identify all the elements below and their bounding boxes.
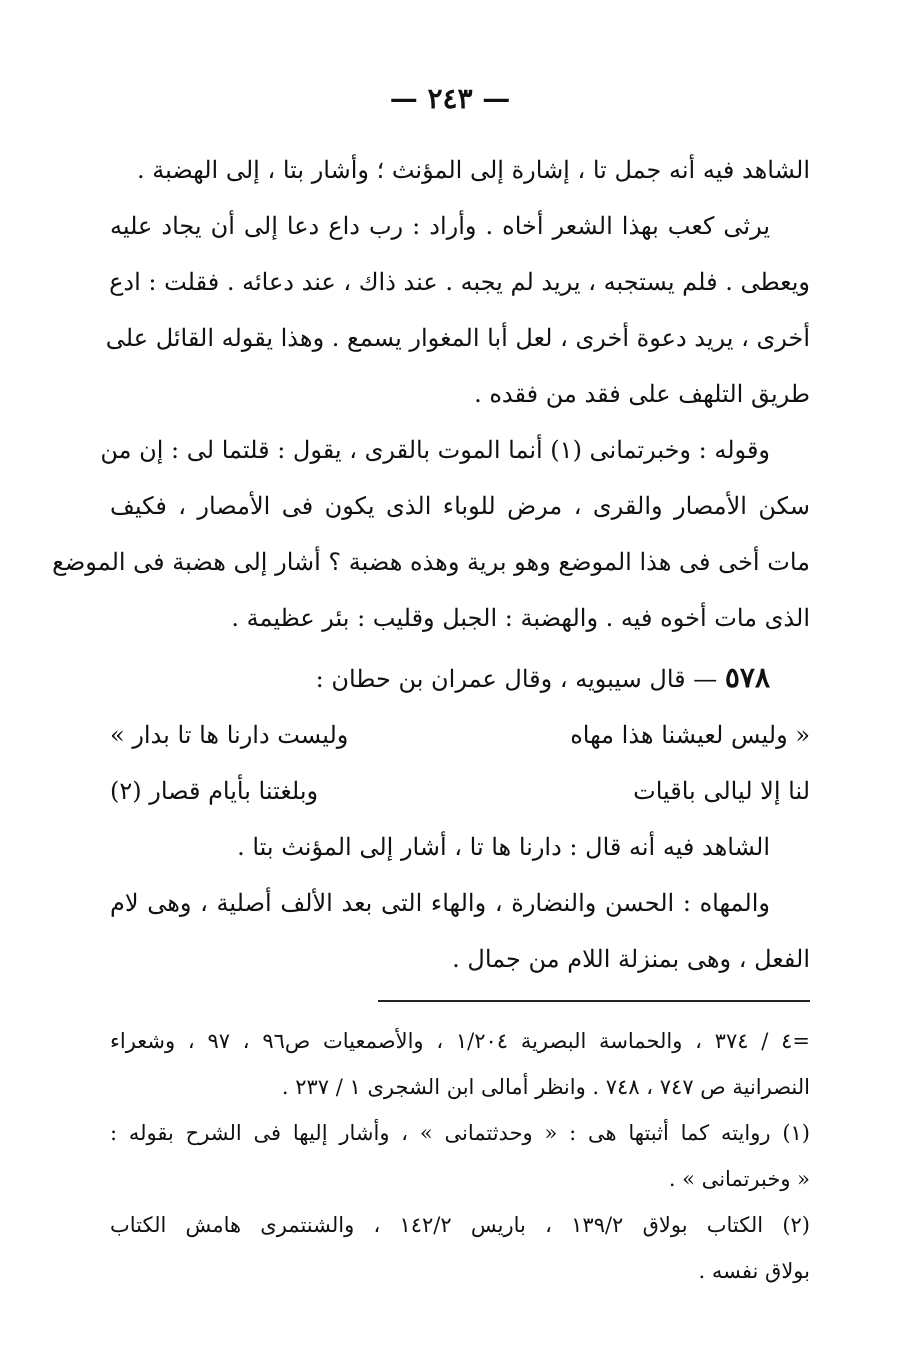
text-line: طريق التلهف على فقد من فقده . bbox=[474, 380, 810, 408]
footnote-line: بولاق نفسه . bbox=[698, 1259, 810, 1283]
footnote-2 bbox=[110, 1202, 810, 1294]
footnote-line: (١) روايته كما أثبتها هى : « وحدثتمانى » ، وأشار إليها فى الشرح بقوله : bbox=[110, 1121, 810, 1145]
footnote-line: « وخبرتمانى » . bbox=[668, 1167, 810, 1191]
text-line: أخرى ، يريد دعوة أخرى ، لعل أبا المغوار يسمع . وهذا يقوله القائل على bbox=[105, 324, 810, 352]
text-line: والمهاه : الحسن والنضارة ، والهاء التى بعد الألف أصلية ، وهى لام bbox=[110, 889, 770, 917]
verse-first-hemistich: « وليس لعيشنا هذا مهاه bbox=[570, 721, 810, 749]
verse-second-hemistich: وليست دارنا ها تا بدار » bbox=[110, 721, 349, 749]
main-text bbox=[52, 142, 810, 987]
text-line bbox=[110, 650, 810, 707]
text-line: يرثى كعب بهذا الشعر أخاه . وأراد : رب داع دعا إلى أن يجاد عليه bbox=[110, 212, 770, 240]
text-line: الفعل ، وهى بمنزلة اللام من جمال . bbox=[452, 945, 810, 973]
paragraph-shahid-2 bbox=[110, 819, 810, 875]
text-line: وقوله : وخبرتمانى (١) أنما الموت بالقرى ، يقول : قلتما لى : إن من bbox=[100, 436, 770, 464]
paragraph-explanation-1 bbox=[105, 198, 810, 422]
poem-verses bbox=[110, 707, 810, 819]
paragraph-shahid-1 bbox=[110, 142, 810, 198]
verse-line bbox=[110, 707, 810, 763]
text-line: ويعطى . فلم يستجبه ، يريد لم يجبه . عند ذاك ، عند دعائه . فقلت : ادع bbox=[109, 268, 810, 296]
verse-line bbox=[110, 763, 810, 819]
text-line: الشاهد فيه أنه قال : دارنا ها تا ، أشار إلى المؤنث بتا . bbox=[237, 833, 770, 861]
footnote-continuation bbox=[110, 1018, 810, 1110]
footnote-line: النصرانية ص ٧٤٧ ، ٧٤٨ . وانظر أمالى ابن الشجرى ١ / ٢٣٧ . bbox=[281, 1075, 810, 1099]
poem-intro-text: — قال سيبويه ، وقال عمران بن حطان : bbox=[315, 665, 718, 693]
poem-number: ٥٧٨ bbox=[724, 661, 770, 694]
verse-second-hemistich: وبلغتنا بأيام قصار (٢) bbox=[110, 777, 319, 805]
page-number: — ٢٤٣ — bbox=[389, 82, 511, 115]
poem-heading bbox=[110, 650, 810, 707]
footnotes bbox=[110, 1018, 810, 1294]
footnote-line: (٢) الكتاب بولاق ١٣٩/٢ ، باريس ١٤٢/٢ ، والشنتمرى هامش الكتاب bbox=[110, 1213, 810, 1237]
text-line: الشاهد فيه أنه جمل تا ، إشارة إلى المؤنث ؛ وأشار بتا ، إلى الهضبة . bbox=[136, 156, 810, 184]
paragraph-explanation-2 bbox=[52, 422, 810, 646]
text-line: مات أخى فى هذا الموضع وهو برية وهذه هضبة ؟ أشار إلى هضبة فى الموضع bbox=[52, 548, 810, 576]
footnote-divider bbox=[378, 1000, 810, 1002]
paragraph-explanation-3 bbox=[110, 875, 810, 987]
text-line: سكن الأمصار والقرى ، مرض للوباء الذى يكون فى الأمصار ، فكيف bbox=[110, 492, 810, 520]
footnote-line: =٤ / ٣٧٤ ، والحماسة البصرية ١/٢٠٤ ، والأصمعيات ص٩٦ ، ٩٧ ، وشعراء bbox=[110, 1029, 810, 1053]
text-line: الذى مات أخوه فيه . والهضبة : الجبل وقليب : بئر عظيمة . bbox=[231, 604, 810, 632]
footnote-1 bbox=[110, 1110, 810, 1202]
verse-first-hemistich: لنا إلا ليالى باقيات bbox=[633, 777, 810, 805]
